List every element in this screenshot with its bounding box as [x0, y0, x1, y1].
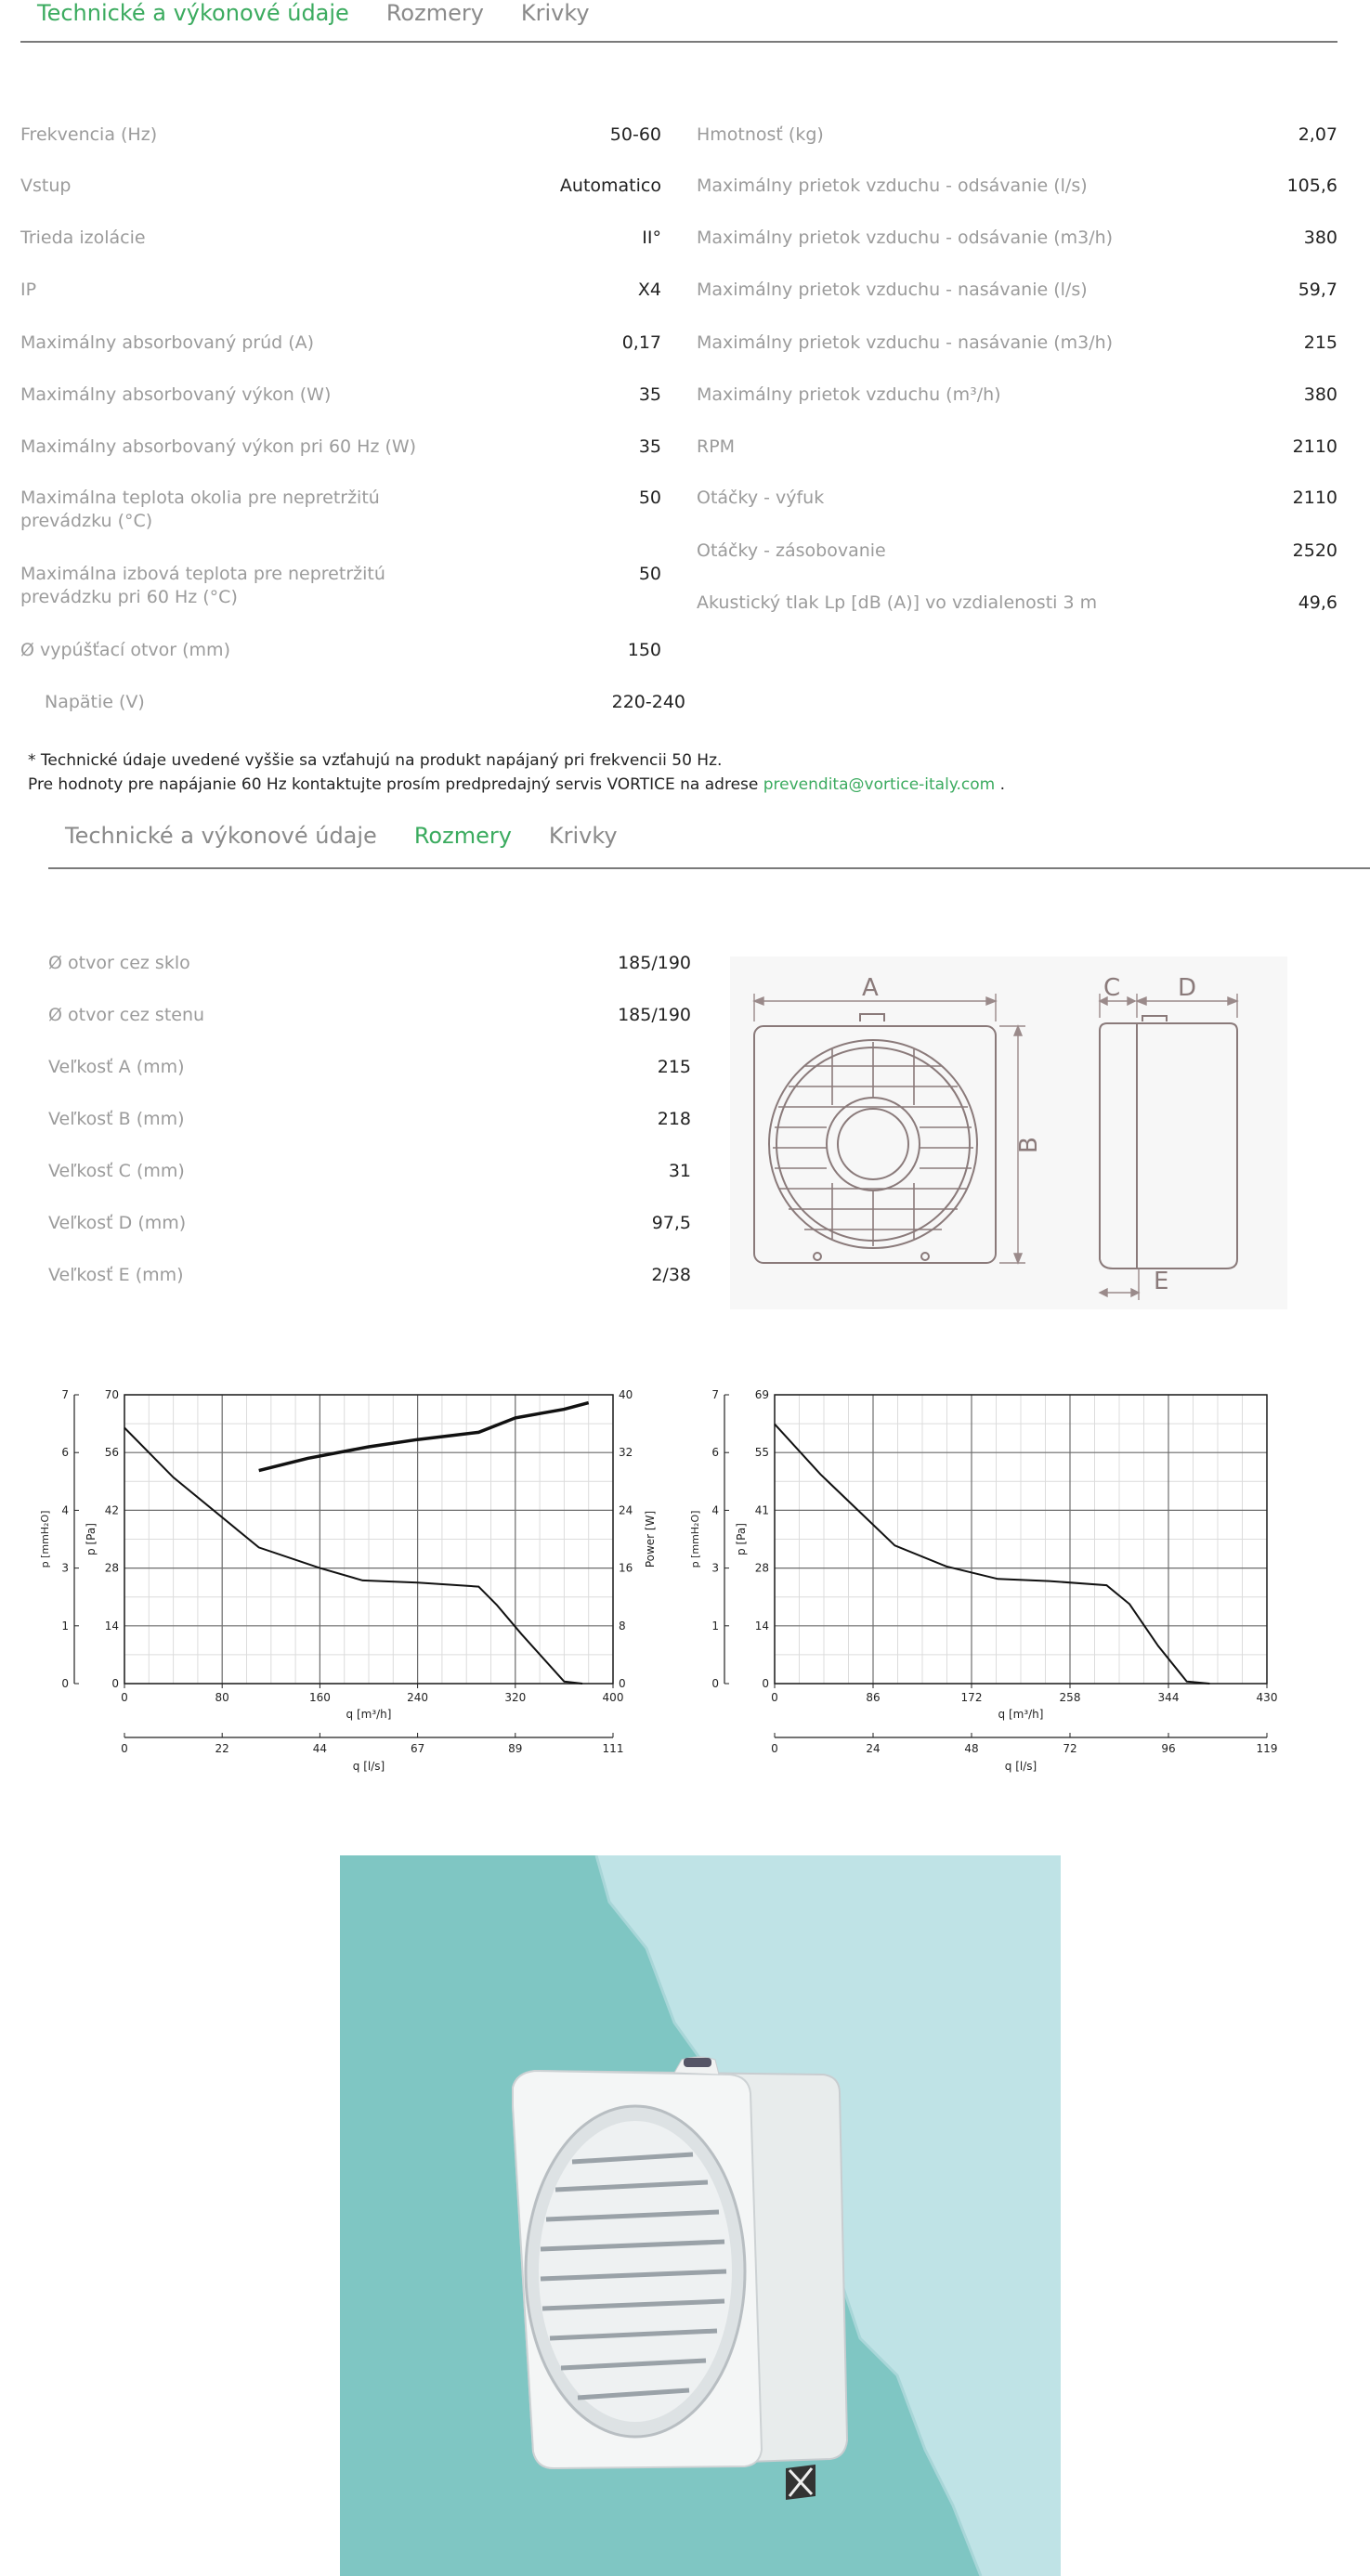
tech-row-weight: Hmotnosť (kg) 2,07 [697, 124, 1337, 145]
dim-row-size-d: Veľkosť D (mm) 97,5 [48, 1213, 691, 1233]
fan-body [513, 2057, 847, 2500]
y-outer-tick-label: 0 [711, 1677, 719, 1690]
y2-axis-label: Power [W] [644, 1510, 657, 1568]
dim-row-size-b: Veľkosť B (mm) 218 [48, 1109, 691, 1129]
x2-axis-label: q [l/s] [1004, 1760, 1037, 1773]
y-tick-label: 28 [754, 1561, 769, 1575]
y-tick-label: 69 [754, 1388, 769, 1401]
drawing-label-b: B [1015, 1137, 1043, 1153]
series-line-pressure [124, 1428, 582, 1685]
y-outer-tick-label: 4 [711, 1503, 719, 1517]
tabs-mid-divider [48, 867, 1370, 869]
performance-chart-2 [678, 1384, 1310, 1774]
y-outer-tick-label: 6 [711, 1446, 719, 1460]
tech-row-voltage: Napätie (V) 220-240 [45, 692, 685, 712]
y-outer-tick-label: 6 [61, 1446, 69, 1460]
x2-tick-label: 44 [312, 1742, 328, 1755]
dim-row-size-a: Veľkosť A (mm) 215 [48, 1057, 691, 1077]
tabs-top [37, 0, 590, 26]
dim-row-wall-hole: Ø otvor cez stenu 185/190 [48, 1005, 691, 1025]
tab-dimensions[interactable]: Rozmery [385, 0, 484, 26]
x-tick-label: 0 [121, 1691, 128, 1704]
y-tick-label: 41 [754, 1503, 769, 1517]
performance-chart-1 [28, 1384, 659, 1774]
dim-row-size-c: Veľkosť C (mm) 31 [48, 1161, 691, 1181]
technical-footnote [28, 748, 1005, 797]
x2-tick-label: 24 [866, 1742, 881, 1755]
series-line-pressure [775, 1425, 1209, 1684]
y-tick-label: 56 [104, 1446, 119, 1460]
tech-row-max-room-temp-60hz: Maximálna izbová teplota pre nepretržitú prevádzku pri 60 Hz (°C) 50 [20, 564, 661, 607]
tech-row-airflow-extract-ls: Maximálny prietok vzduchu - odsávanie (l/s) 105,6 [697, 176, 1337, 196]
tab-technical-data[interactable]: Technické a výkonové údaje [37, 0, 349, 26]
tab-dimensions[interactable]: Rozmery [413, 823, 512, 849]
drawing-label-e: E [1154, 1268, 1169, 1295]
y-tick-label: 42 [104, 1503, 119, 1517]
y-outer-tick-label: 3 [711, 1561, 719, 1575]
y-outer-axis-label: p [mmH₂O] [689, 1510, 701, 1568]
x2-tick-label: 96 [1161, 1742, 1176, 1755]
tech-row-insulation-class: Trieda izolácie II° [20, 228, 661, 248]
y-outer-tick-label: 1 [711, 1619, 719, 1633]
drawing-label-a: A [862, 974, 879, 1002]
drawing-label-d: D [1178, 974, 1197, 1002]
dim-row-size-e: Veľkosť E (mm) 2/38 [48, 1265, 691, 1285]
series-line-power [259, 1403, 589, 1471]
tabs-mid [65, 823, 618, 849]
y2-tick-label: 40 [619, 1388, 633, 1401]
x-tick-label: 172 [960, 1691, 983, 1704]
x2-tick-label: 119 [1256, 1742, 1278, 1755]
y2-tick-label: 16 [619, 1561, 633, 1575]
y-outer-tick-label: 4 [61, 1503, 69, 1517]
y-outer-tick-label: 7 [711, 1388, 719, 1401]
footnote-line-2: Pre hodnoty pre napájanie 60 Hz kontaktujte prosím predpredajný servis VORTICE na adrese prevendita@vortice-italy.com . [28, 775, 1005, 794]
y-outer-tick-label: 1 [61, 1619, 69, 1633]
dim-row-glass-hole: Ø otvor cez sklo 185/190 [48, 953, 691, 973]
x2-tick-label: 72 [1063, 1742, 1077, 1755]
y2-tick-label: 8 [619, 1619, 626, 1633]
tech-row-input: Vstup Automatico [20, 176, 661, 196]
y2-tick-label: 32 [619, 1446, 633, 1460]
y2-tick-label: 0 [619, 1677, 626, 1690]
x2-tick-label: 48 [964, 1742, 979, 1755]
tech-row-speed-supply: Otáčky - zásobovanie 2520 [697, 540, 1337, 561]
x-tick-label: 80 [215, 1691, 229, 1704]
tech-row-frequency: Frekvencia (Hz) 50-60 [20, 124, 661, 145]
y-tick-label: 14 [104, 1619, 119, 1633]
tech-row-speed-exhaust: Otáčky - výfuk 2110 [697, 488, 1337, 508]
x2-tick-label: 22 [215, 1742, 229, 1755]
x2-axis-label: q [l/s] [352, 1760, 385, 1773]
tech-row-outlet-diameter: Ø vypúšťací otvor (mm) 150 [20, 640, 661, 660]
y-axis-label: p [Pa] [735, 1523, 748, 1555]
footnote-line-1: * Technické údaje uvedené vyššie sa vzťahujú na produkt napájaný pri frekvencii 50 Hz. [28, 751, 723, 770]
y-tick-label: 70 [104, 1388, 119, 1401]
x-tick-label: 400 [602, 1691, 624, 1704]
tab-technical-data[interactable]: Technické a výkonové údaje [65, 823, 377, 849]
tab-curves[interactable]: Krivky [548, 823, 618, 849]
tech-row-max-power: Maximálny absorbovaný výkon (W) 35 [20, 384, 661, 405]
y-outer-tick-label: 7 [61, 1388, 69, 1401]
tech-row-airflow-intake-ls: Maximálny prietok vzduchu - nasávanie (l/s) 59,7 [697, 280, 1337, 300]
tab-curves[interactable]: Krivky [520, 0, 590, 26]
tech-row-max-ambient-temp: Maximálna teplota okolia pre nepretržitú prevádzku (°C) 50 [20, 488, 661, 531]
y-outer-tick-label: 3 [61, 1561, 69, 1575]
tech-row-max-current: Maximálny absorbovaný prúd (A) 0,17 [20, 332, 661, 353]
x-tick-label: 344 [1157, 1691, 1180, 1704]
x-tick-label: 320 [504, 1691, 527, 1704]
x2-tick-label: 0 [121, 1742, 128, 1755]
x2-tick-label: 111 [602, 1742, 624, 1755]
x-tick-label: 160 [308, 1691, 331, 1704]
tech-row-sound-pressure: Akustický tlak Lp [dB (A)] vo vzdialenosti 3 m 49,6 [697, 592, 1337, 613]
dimension-drawing [730, 956, 1287, 1309]
product-photo [340, 1855, 1061, 2576]
y-tick-label: 28 [104, 1561, 119, 1575]
tech-row-rpm: RPM 2110 [697, 436, 1337, 457]
tech-row-airflow-intake-m3h: Maximálny prietok vzduchu - nasávanie (m3/h) 215 [697, 332, 1337, 353]
x-tick-label: 430 [1256, 1691, 1278, 1704]
y-tick-label: 55 [754, 1446, 769, 1460]
y2-tick-label: 24 [619, 1503, 633, 1517]
y-tick-label: 0 [762, 1677, 769, 1690]
x-tick-label: 240 [407, 1691, 429, 1704]
tech-row-ip: IP X4 [20, 280, 661, 300]
y-tick-label: 14 [754, 1619, 769, 1633]
tech-row-airflow-max: Maximálny prietok vzduchu (m³/h) 380 [697, 384, 1337, 405]
y-outer-tick-label: 0 [61, 1677, 69, 1690]
x-tick-label: 86 [866, 1691, 881, 1704]
y-tick-label: 0 [111, 1677, 119, 1690]
y-outer-axis-label: p [mmH₂O] [39, 1510, 51, 1568]
y-axis-label: p [Pa] [85, 1523, 98, 1555]
tech-row-airflow-extract-m3h: Maximálny prietok vzduchu - odsávanie (m3/h) 380 [697, 228, 1337, 248]
x-tick-label: 0 [771, 1691, 778, 1704]
x-axis-label: q [m³/h] [998, 1708, 1044, 1721]
x-axis-label: q [m³/h] [346, 1708, 392, 1721]
tabs-top-divider [20, 41, 1337, 43]
x2-tick-label: 89 [508, 1742, 523, 1755]
x2-tick-label: 67 [410, 1742, 425, 1755]
drawing-label-c: C [1103, 974, 1121, 1002]
x2-tick-label: 0 [771, 1742, 778, 1755]
tech-row-max-power-60hz: Maximálny absorbovaný výkon pri 60 Hz (W) 35 [20, 436, 661, 457]
x-tick-label: 258 [1059, 1691, 1081, 1704]
presales-email-link[interactable]: prevendita@vortice-italy.com [763, 775, 996, 794]
